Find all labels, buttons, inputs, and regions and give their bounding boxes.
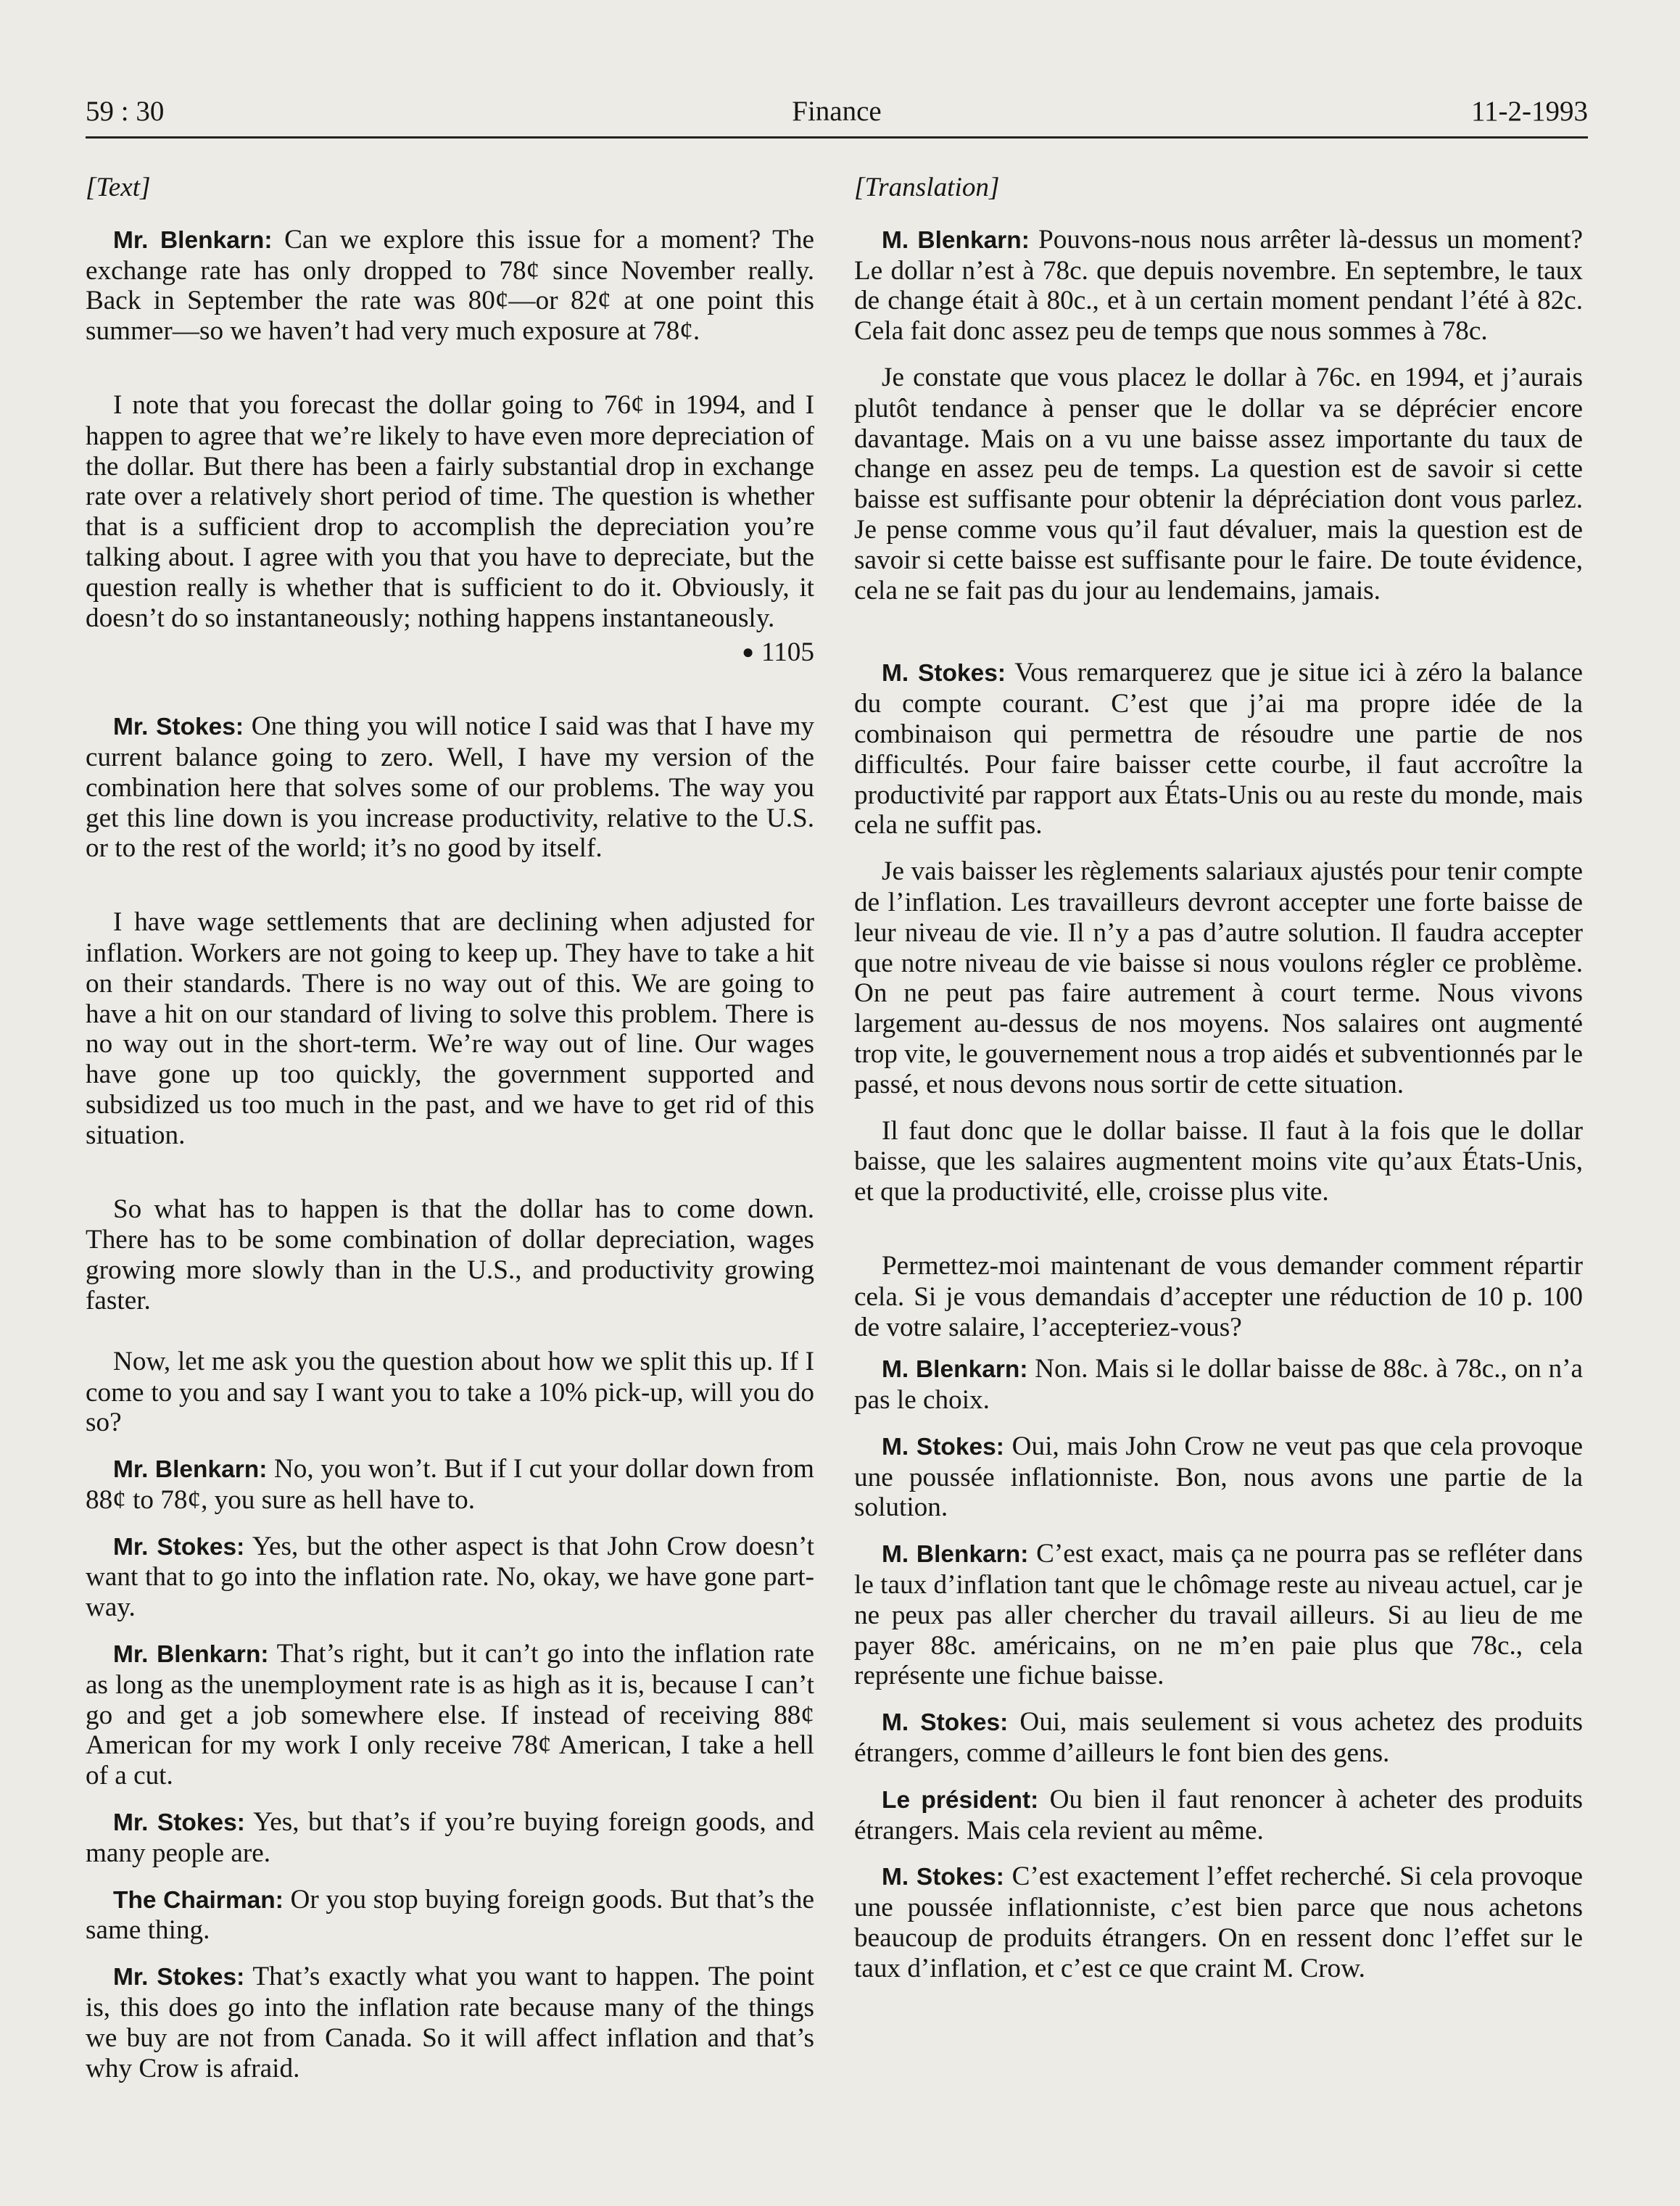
- speaker-name: M. Stokes:: [882, 1709, 1009, 1737]
- paragraph-text: No, you won’t. But if I cut your dollar down from 88¢ to 78¢, you sure as hell have to.: [86, 1454, 814, 1515]
- paragraph: [86, 1962, 814, 2083]
- paragraph-text: One thing you will notice I said was that I have my current balance going to zero. Well, I have my version of the combination here that solves some of our problems. The way you get this line down is you increase productivity, relative to the U.S. or to the rest of the world; it’s no good by itself.: [86, 711, 814, 864]
- english-column: [86, 173, 814, 2083]
- paragraph-text: C’est exactement l’effet recherché. Si cela provoque une poussée inflationniste, c’est bien parce que nous achetons beaucoup de produits étrangers. On en ressent donc l’effet sur le taux d’inflation, et c’est ce que craint M. Crow.: [854, 1862, 1583, 1983]
- paragraph: [86, 1807, 814, 1869]
- section-label-text: [Text]: [86, 173, 151, 202]
- paragraph: [854, 1116, 1583, 1207]
- speaker-name: M. Blenkarn:: [882, 1356, 1028, 1384]
- speaker-name: M. Stokes:: [882, 1864, 1004, 1891]
- paragraph-text: That’s exactly what you want to happen. The point is, this does go into the inflation rate because many of the things we buy are not from Canada. So it will affect inflation and that’s why Crow is afraid.: [86, 1962, 814, 2083]
- paragraph: [86, 1194, 814, 1316]
- paragraph: [86, 390, 814, 633]
- paragraph: [854, 1785, 1583, 1846]
- time-marker: ● 1105: [742, 637, 814, 668]
- paragraph: [86, 1639, 814, 1791]
- paragraph-text: Je constate que vous placez le dollar à 76c. en 1994, et j’aurais plutôt tendance à penser que le dollar va se déprécier encore davantage. Mais on a vu une baisse assez importante du taux de change en assez peu de temps. La question est de savoir si cette baisse est suffisante pour obtenir la dépréciation dont vous parlez. Je pense comme vous qu’il faut dévaluer, mais la question est de savoir si cette baisse est suffisante pour le faire. De toute évidence, cela ne se fait pas du jour au lendemains, jamais.: [854, 362, 1583, 606]
- speaker-name: Mr. Stokes:: [113, 1809, 245, 1837]
- paragraph-text: Or you stop buying foreign goods. But that’s the same thing.: [86, 1884, 814, 1946]
- speaker-name: Mr. Blenkarn:: [113, 226, 273, 254]
- paragraph: [854, 658, 1583, 840]
- paragraph-text: I have wage settlements that are declining when adjusted for inflation. Workers are not going to keep up. They have to take a hit on their standards. There is no way out of this. We are going to have a hit on our standard of living to solve this problem. There is no way out in the short-term. We’re way out of line. Our wages have gone up too quickly, the government supported and subsidized us too much in the past, and we have to get rid of this situation.: [86, 907, 814, 1150]
- section-label-translation: [Translation]: [854, 173, 1000, 202]
- paragraph: [86, 1454, 814, 1516]
- page-number: 59 : 30: [86, 96, 165, 127]
- paragraph: [854, 1354, 1583, 1416]
- paragraph: [854, 1862, 1583, 1983]
- paragraph-text: Je vais baisser les règlements salariaux ajustés pour tenir compte de l’inflation. Les travailleurs devront accepter une forte baisse de leur niveau de vie. Il n’y a pas d’autre solution. Il faudra accepter que notre niveau de vie baisse si nous voulons régler ce problème. On ne peut pas faire autrement à court terme. Nous vivons largement au-dessus de nos moyens. Nos salaires ont augmenté trop vite, le gouvernement nous a trop aidés et subventionnés par le passé, et nous devons nous sortir de cette situation.: [854, 856, 1583, 1099]
- header-date: 11-2-1993: [1470, 96, 1588, 127]
- paragraph-text: C’est exact, mais ça ne pourra pas se refléter dans le taux d’inflation tant que le chômage reste au niveau actuel, car je ne peux pas aller chercher du travail ailleurs. Si au lieu de me payer 88c. américains, on ne m’en paie plus que 78c., cela représente une fichue baisse.: [854, 1539, 1583, 1691]
- paragraph-text: Permettez-moi maintenant de vous demander comment répartir cela. Si je vous demandais d’accepter une réduction de 10 p. 100 de votre salaire, l’accepteriez-vous?: [854, 1250, 1583, 1342]
- speaker-name: Mr. Blenkarn:: [113, 1456, 268, 1484]
- paragraph-text: Yes, but the other aspect is that John Crow doesn’t want that to go into the inflation rate. No, okay, we have gone part-way.: [86, 1531, 814, 1623]
- paragraph: [86, 1885, 814, 1946]
- paragraph: [854, 1251, 1583, 1342]
- paragraph: [854, 1539, 1583, 1691]
- speaker-name: Le président:: [882, 1786, 1039, 1814]
- paragraph-text: So what has to happen is that the dollar has to come down. There has to be some combination of dollar depreciation, wages growing more slowly than in the U.S., and productivity growing faster.: [86, 1194, 814, 1315]
- paragraph: [86, 1347, 814, 1438]
- speaker-name: M. Stokes:: [882, 660, 1006, 687]
- paragraph: [854, 1707, 1583, 1769]
- paragraph-text: Il faut donc que le dollar baisse. Il faut à la fois que le dollar baisse, que les salaires augmentent moins vite qu’aux États-Unis, et que la productivité, elle, croisse plus vite.: [854, 1115, 1583, 1207]
- paragraph: [854, 225, 1583, 347]
- paragraph-text: Oui, mais John Crow ne veut pas que cela provoque une poussée inflationniste. Bon, nous avons une partie de la solution.: [854, 1431, 1583, 1523]
- header-title: Finance: [792, 96, 882, 127]
- paragraph: [86, 1532, 814, 1623]
- bullet-icon: ●: [742, 641, 754, 664]
- paragraph: [854, 363, 1583, 606]
- speaker-name: The Chairman:: [113, 1886, 284, 1914]
- paragraph-text: Ou bien il faut renoncer à acheter des produits étrangers. Mais cela revient au même.: [854, 1784, 1583, 1846]
- paragraph-text: I note that you forecast the dollar going to 76¢ in 1994, and I happen to agree that we’re likely to have even more depreciation of the dollar. But there has been a fairly substantial drop in exchange rate over a relatively short period of time. The question is whether that is a sufficient drop to accomplish the depreciation you’re talking about. I agree with you that you have to depreciate, but the question really is whether that is sufficient to do it. Obviously, it doesn’t do so instantaneously; nothing happens instantaneously.: [86, 389, 814, 633]
- speaker-name: M. Stokes:: [882, 1433, 1004, 1461]
- page-header: [86, 93, 1588, 139]
- speaker-name: Mr. Stokes:: [113, 1533, 245, 1561]
- paragraph-text: Can we explore this issue for a moment? The exchange rate has only dropped to 78¢ since November really. Back in September the rate was 80¢—or 82¢ at one point this summer—so we haven’t had very much exposure at 78¢.: [86, 224, 814, 347]
- paragraph: [86, 711, 814, 864]
- speaker-name: M. Blenkarn:: [882, 1541, 1029, 1569]
- paragraph-text: Now, let me ask you the question about how we split this up. If I come to you and say I want you to take a 10% pick-up, will you do so?: [86, 1346, 814, 1438]
- paragraph-text: Vous remarquerez que je situe ici à zéro la balance du compte courant. C’est que j’ai ma propre idée de la combinaison qui permettra de résoudre une partie de nos difficultés. Pour faire baisser cette courbe, il faut accroître la productivité par rapport aux États-Unis ou au reste du monde, mais cela ne suffit pas.: [854, 658, 1583, 840]
- paragraph: [86, 225, 814, 347]
- speaker-name: M. Blenkarn:: [882, 226, 1030, 254]
- speaker-name: Mr. Stokes:: [113, 714, 244, 741]
- paragraph-text: Non. Mais si le dollar baisse de 88c. à 78c., on n’a pas le choix.: [854, 1354, 1583, 1416]
- paragraph: [854, 1432, 1583, 1523]
- paragraph-text: Yes, but that’s if you’re buying foreign goods, and many people are.: [86, 1807, 814, 1868]
- paragraph: [854, 856, 1583, 1099]
- french-column: [854, 173, 1583, 1984]
- paragraph: [86, 907, 814, 1150]
- speaker-name: Mr. Blenkarn:: [113, 1641, 269, 1669]
- paragraph-text: Oui, mais seulement si vous achetez des produits étrangers, comme d’ailleurs le font bien des gens.: [854, 1707, 1583, 1769]
- speaker-name: Mr. Stokes:: [113, 1964, 245, 1991]
- paragraph-text: That’s right, but it can’t go into the inflation rate as long as the unemployment rate is as high as it is, because I can’t go and get a job somewhere else. If instead of receiving 88¢ American for my work I only receive 78¢ American, I take a hell of a cut.: [86, 1639, 814, 1791]
- paragraph-text: Pouvons-nous nous arrêter là-dessus un moment? Le dollar n’est à 78c. que depuis novembre. En septembre, le taux de change était à 80c., et à un certain moment pendant l’été à 82c. Cela fait donc assez peu de temps que nous sommes à 78c.: [854, 224, 1583, 347]
